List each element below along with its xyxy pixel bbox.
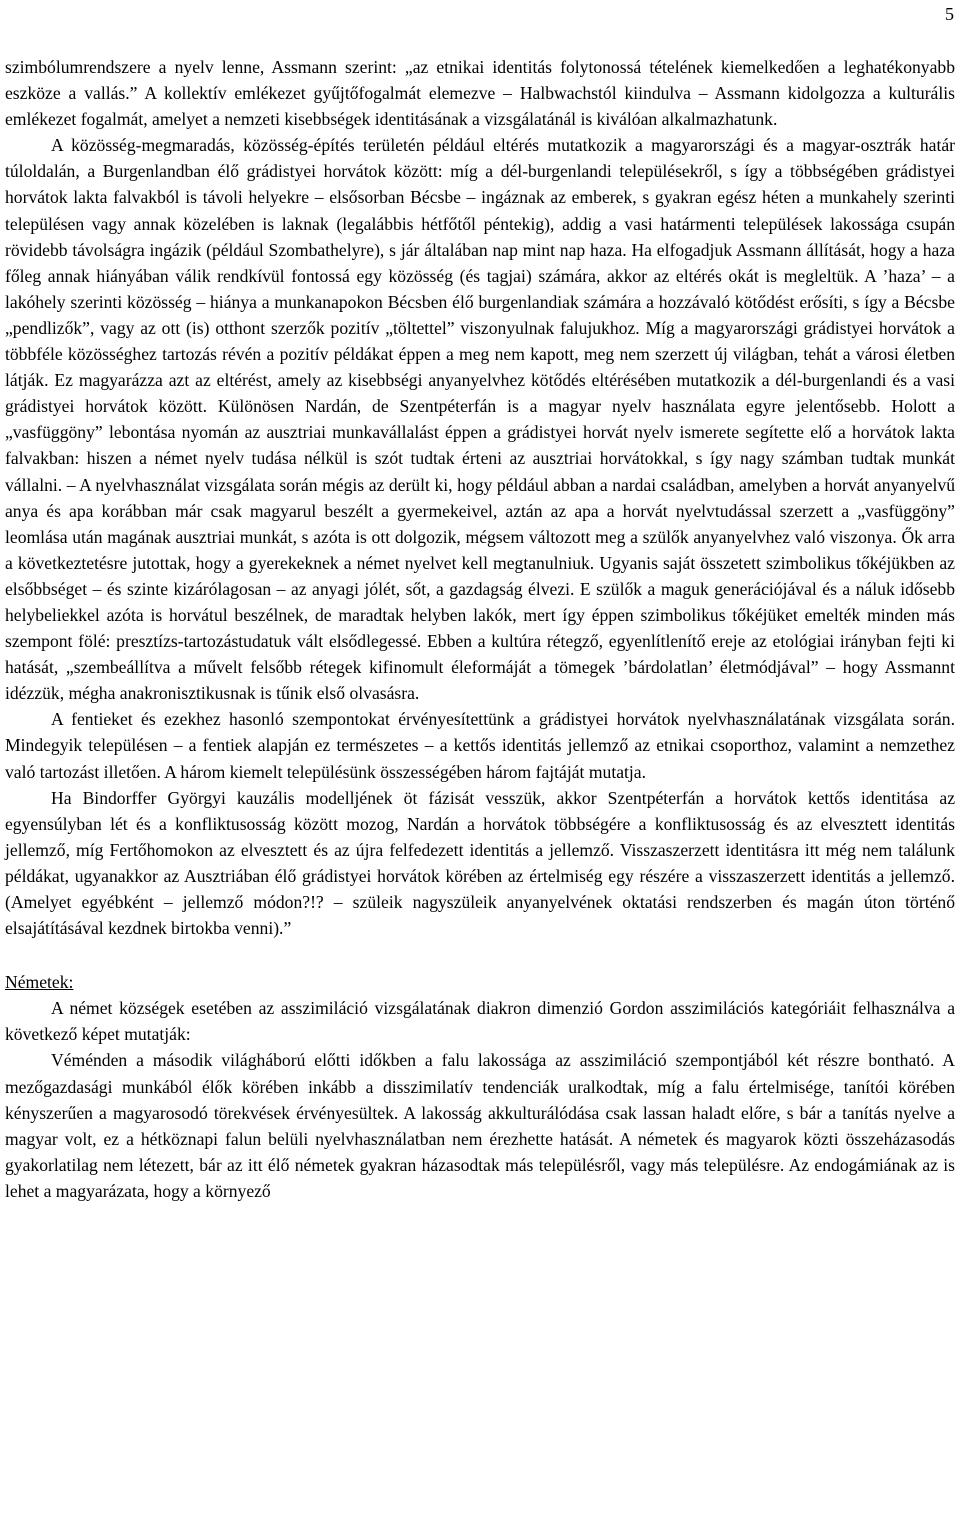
paragraph-2: A közösség-megmaradás, közösség-építés területén például eltérés mutatkozik a magyarországi és a magyar-osztrák határ túloldalán, a Burgenlandban élő grádistyei horvátok között: míg a dél-burgenlandi településekről, s így a többségében grádistyei horvátok lakta falvakból is távoli helyekre – elsősorban Bécsbe – ingáznak az emberek, s gyakran egész héten a munkahely szerinti településen vagy annak közelében is laknak (legalábbis hétfőtől péntekig), addig a vasi határmenti települések lakossága csupán rövidebb távolságra ingázik (például Szombathelyre), s jár általában nap mint nap haza. Ha elfogadjuk Assmann állítását, hogy a haza főleg annak hiányában válik rendkívül fontossá egy közösség (és tagjai) számára, akkor az eltérés okát is megleltük. A ’haza’ – a lakóhely szerinti közösség – hiánya a munkanapokon Bécsben élő burgenlandiak számára a hozzávaló kötődést erősíti, s így a Bécsbe „pendlizők”, vagy az ott (is) otthont szerzők pozitív „töltettel” viszonyulnak falujukhoz. Míg a magyarországi grádistyei horvátok a többféle közösséghez tartozás révén a pozitív példákat éppen a meg nem kapott, meg nem szerzett új világban, tehát a városi életben látják. Ez magyarázza azt az eltérést, amely az kisebbségi anyanyelvhez kötődés eltérésében mutatkozik a dél-burgenlandi és a vasi grádistyei horvátok között. Különösen Nardán, de Szentpéterfán is a magyar nyelv használata egyre jelentősebb. Holott a „vasfüggöny” lebontása nyomán az ausztriai munkavállalást éppen a grádistyei horvát nyelv ismerete segítette elő a horvátok lakta falvakban: hiszen a német nyelv tudása nélkül is szót tudtak érteni az ausztriai horvátokkal, s így nagy számban tudtak munkát vállalni. – A nyelvhasználat vizsgálata során mégis az derült ki, hogy például abban a nardai családban, amelyben a horvát anyanyelvű anya és apa korábban már csak magyarul beszélt a gyermekeivel, aztán az apa a horvát nyelvtudással szerzett a „vasfüggöny” leomlása után magának ausztriai munkát, s azóta is ott dolgozik, mégsem változott meg a szülők anyanyelvhez való viszonya. Ők arra a következtetésre jutottak, hogy a gyerekeknek a német nyelvet kell megtanulniuk. Ugyanis saját összetett szimbolikus tőkéjükben az elsőbbséget – és szinte kizárólagosan – az anyagi jólét, sőt, a gazdagság élvezi. E szülők a maguk generációjával és a náluk idősebb helybeliekkel azóta is horvátul beszélnek, de maradtak helyben lakók, mert így éppen szimbolikus tőkéjüket emelték minden más szempont fölé: presztízs-tartozástudatuk vált elsődlegessé. Ebben a kultúra rétegző, egyenlítlenítő ereje az etológiai irányban fejti ki hatását, „szembeállítva a művelt felsőbb rétegek kifinomult éleformáját a tömegek ’bárdolatlan’ életmódjával” – hogy Assmannt idézzük, mégha anakronisztikusnak is tűnik első olvasásra.: [5, 135, 955, 704]
paragraph-3: A fentieket és ezekhez hasonló szempontokat érvényesítettünk a grádistyei horvátok nyelvhasználatának vizsgálata során. Mindegyik településen – a fentiek alapján ez természetes – a kettős identitás jellemző az etnikai csoporthoz, valamint a nemzethez való tartozást illetően. A három kiemelt településünk összességében három fajtáját mutatja.: [5, 709, 955, 782]
document-body: [5, 54, 955, 1204]
page-number: 5: [945, 4, 954, 24]
section-heading: Németek:: [5, 972, 74, 993]
paragraph-4: Ha Bindorffer Györgyi kauzális modelljének öt fázisát vesszük, akkor Szentpéterfán a horvátok kettős identitása az egyensúlyban lét és a konfliktusosság között mozog, Nardán a horvátok többségére a konfliktusosság és az elvesztett identitás jellemző, míg Fertőhomokon az elvesztett és az újra felfedezett identitás a jellemző. Visszaszerzett identitásra itt még nem találunk példákat, ugyanakkor az Ausztriában élő grádistyei horvátok körében az értelmiség egy részére a visszaszerzett identitás a jellemző. (Amelyet egyébként – jellemző módon?!? – szüleik nagyszüleik anyanyelvének oktatási rendszerben és magán úton történő elsajátításával kezdnek birtokba venni).”: [5, 787, 955, 939]
section-paragraph-1: A német községek esetében az asszimiláció vizsgálatának diakron dimenzió Gordon asszimilációs kategóriáit felhasználva a következő képet mutatják:: [5, 998, 955, 1045]
paragraph-1: szimbólumrendszere a nyelv lenne, Assmann szerint: „az etnikai identitás folytonossá tételének kiemelkedően a leghatékonyabb eszköze a vallás.” A kollektív emlékezet gyűjtőfogalmát elemezve – Halbwachstól kiindulva – Assmann kidolgozza a kulturális emlékezet fogalmát, amelyet a nemzeti kisebbségek identitásának a vizsgálatánál is kiválóan alkalmazhatunk.: [5, 57, 955, 130]
section-paragraph-2: Véménden a második világháború előtti időkben a falu lakossága az asszimiláció szempontjából két részre bontható. A mezőgazdasági munkából élők körében inkább a disszimilatív tendenciák uralkodtak, míg a falu értelmisége, tanítói körében kényszerűen a magyarosodó törekvések érvényesültek. A lakosság akkulturálódása csak lassan haladt előre, s bár a tanítás nyelve a magyar volt, ez a hétköznapi falun belüli nyelvhasználatban nem érezhette hatását. A németek és magyarok közti összeházasodás gyakorlatilag nem létezett, bár az itt élő németek gyakran házasodtak más településről, vagy más településre. Az endogámiának az is lehet a magyarázata, hogy a környező: [5, 1050, 955, 1201]
